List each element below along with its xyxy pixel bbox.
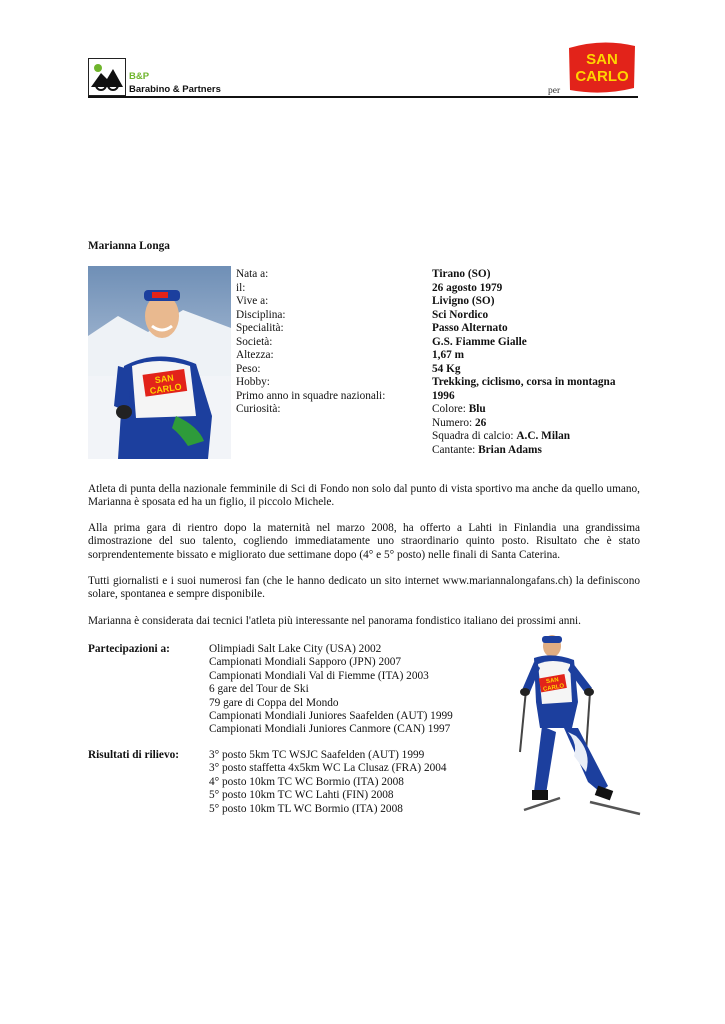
participation-item: Campionati Mondiali Sapporo (JPN) 2007 <box>209 656 402 669</box>
curiosity-row <box>432 444 615 458</box>
curiosity-label: Squadra di calcio: <box>432 430 517 442</box>
info-value: Passo Alternato <box>432 322 508 334</box>
info-label: Curiosità: <box>236 403 281 415</box>
participations-list <box>209 643 453 737</box>
result-item: 5° posto 10km TL WC Bormio (ITA) 2008 <box>209 802 403 815</box>
sponsor-logo-line1: SAN <box>586 51 618 68</box>
paragraph-fans: Tutti giornalisti e i suoi numerosi fan (che le hanno dedicato un sito internet www.mariannalongafans.ch) la definiscono solare, spontanea e sempre disponibile. <box>88 575 640 601</box>
curiosity-row <box>432 403 615 417</box>
bib-text-small-line1: SAN <box>545 677 560 686</box>
result-item: 4° posto 10km TC WC Bormio (ITA) 2008 <box>209 775 404 788</box>
info-value: 1,67 m <box>432 349 465 361</box>
bib-text-line1: SAN <box>154 372 175 386</box>
info-label: Primo anno in squadre nazionali: <box>236 389 386 402</box>
participation-item: 6 gare del Tour de Ski <box>209 683 309 696</box>
header-per: per <box>548 86 561 96</box>
san-carlo-logo <box>566 40 638 94</box>
result-item: 3° posto staffetta 4x5km WC La Clusaz (FRA) 2004 <box>209 762 447 775</box>
info-value: Tirano (SO) <box>432 268 491 280</box>
result-item: 5° posto 10km TC WC Lahti (FIN) 2008 <box>209 789 394 802</box>
bib-text-line2: CARLO <box>149 381 183 396</box>
info-value: G.S. Fiamme Gialle <box>432 335 527 348</box>
barabino-logo-icon <box>88 58 126 96</box>
sponsor-logo-line2: CARLO <box>575 68 629 85</box>
header-company: Barabino & Partners <box>129 84 221 95</box>
paragraph-comeback: Alla prima gara di rientro dopo la maternità nel marzo 2008, ha offerto a Lahti in Finlandia una grandissima dimostrazione del suo talento, cogliendo immediatamente uno straordinario quinto posto. Risultato che è stato sorprendentemente bissato e migliorato due settimane dopo (4° e 5° posto) nelle finali di Santa Caterina. <box>88 522 640 561</box>
info-label: Peso: <box>236 362 261 375</box>
header-abbr: B&P <box>129 71 150 82</box>
curiosity-label: Numero: <box>432 416 475 429</box>
participations-heading: Partecipazioni a: <box>88 643 170 655</box>
info-value: 54 Kg <box>432 362 461 375</box>
paragraph-intro: Atleta di punta della nazionale femminile di Sci di Fondo non solo dal punto di vista sportivo ma anche da quello umano, Marianna è sposata ed ha un figlio, il piccolo Michele. <box>88 483 640 509</box>
info-label: Specialità: <box>236 322 284 334</box>
results-heading: Risultati di rilievo: <box>88 749 179 761</box>
participation-item: 79 gare di Coppa del Mondo <box>209 696 339 709</box>
bib-text-small-line2: CARLO <box>542 683 565 693</box>
info-values <box>432 268 615 457</box>
paragraph-outlook: Marianna è considerata dai tecnici l'atleta più interessante nel panorama fondistico italiano dei prossimi anni. <box>88 615 581 627</box>
athlete-skiing-image <box>512 632 644 822</box>
info-labels <box>236 268 385 417</box>
participation-item: Campionati Mondiali Juniores Canmore (CAN) 1997 <box>209 723 451 736</box>
participation-item: Campionati Mondiali Val di Fiemme (ITA) 2003 <box>209 669 429 682</box>
curiosity-value: Blu <box>468 403 486 415</box>
curiosity-label: Cantante: <box>432 443 479 456</box>
athlete-portrait-image <box>88 266 231 459</box>
curiosity-value: Brian Adams <box>478 443 542 456</box>
results-list <box>209 749 447 816</box>
info-value: Trekking, ciclismo, corsa in montagna <box>432 376 616 388</box>
info-label: Vive a: <box>236 295 269 307</box>
curiosity-row <box>432 430 615 444</box>
athlete-name: Marianna Longa <box>88 240 170 252</box>
curiosity-row <box>432 417 615 431</box>
info-label: Nata a: <box>236 268 269 280</box>
info-value: Sci Nordico <box>432 308 489 321</box>
header-divider <box>88 96 638 98</box>
info-value: 1996 <box>432 389 455 402</box>
participation-item: Olimpiadi Salt Lake City (USA) 2002 <box>209 643 382 655</box>
info-label: Disciplina: <box>236 308 286 321</box>
curiosity-label: Colore: <box>432 403 469 415</box>
info-label: Società: <box>236 335 273 348</box>
info-label: il: <box>236 281 246 294</box>
curiosity-value: 26 <box>474 416 487 429</box>
result-item: 3° posto 5km TC WSJC Saafelden (AUT) 1999 <box>209 749 425 761</box>
info-value: Livigno (SO) <box>432 295 495 307</box>
info-label: Altezza: <box>236 349 274 361</box>
participation-item: Campionati Mondiali Juniores Saafelden (AUT) 1999 <box>209 709 453 722</box>
info-value: 26 agosto 1979 <box>432 281 503 294</box>
curiosity-value: A.C. Milan <box>516 430 571 442</box>
info-label: Hobby: <box>236 376 270 388</box>
